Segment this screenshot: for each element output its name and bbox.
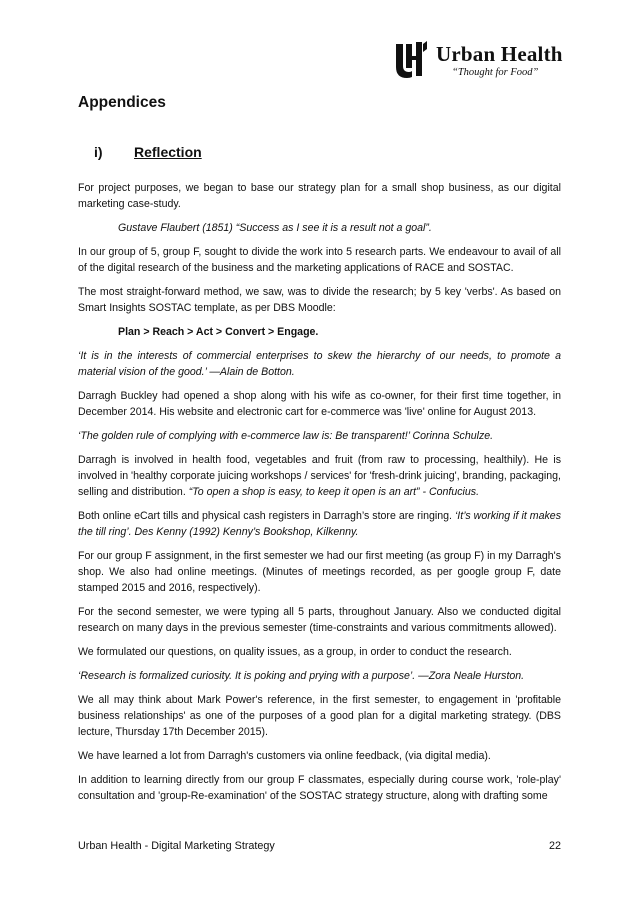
quote: Gustave Flaubert (1851) “Success as I see it is a result not a goal”. bbox=[118, 222, 432, 234]
paragraph: The most straight-forward method, we saw, was to divide the research; by 5 key 'verbs'. As based on Smart Insights SOSTAC template, as per DBS Moodle: bbox=[78, 286, 561, 314]
quote: ‘The golden rule of complying with e-commerce law is: Be transparent!’ Corinna Schulze. bbox=[78, 430, 494, 442]
paragraph: We formulated our questions, on quality issues, as a group, in order to conduct the research. bbox=[78, 646, 512, 658]
section-number: i) bbox=[94, 144, 103, 160]
section-title: Reflection bbox=[134, 144, 202, 160]
paragraph: Darragh Buckley had opened a shop along with his wife as co-owner, for their first time together, in December 2014. His website and electronic cart for e-commerce was 'live' online for August 2013. bbox=[78, 390, 561, 418]
inline-quote: “To open a shop is easy, to keep it open is an art” - Confucius. bbox=[188, 486, 480, 498]
race-framework: Plan > Reach > Act > Convert > Engage. bbox=[118, 326, 319, 338]
paragraph: We have learned a lot from Darragh's customers via online feedback, (via digital media). bbox=[78, 750, 491, 762]
paragraph: We all may think about Mark Power's reference, in the first semester, to engagement in 'profitable business relationships' as one of the purposes of a good plan for a digital marketing strategy. (DBS lecture, Thursday 17th December 2015). bbox=[78, 694, 561, 738]
quote: ‘Research is formalized curiosity. It is poking and prying with a purpose’. —Zora Neale Hurston. bbox=[78, 670, 525, 682]
footer-title: Urban Health - Digital Marketing Strategy bbox=[78, 840, 275, 852]
urban-health-logo-mark-icon bbox=[394, 40, 428, 78]
page-number: 22 bbox=[548, 840, 561, 852]
document-body bbox=[78, 180, 561, 804]
paragraph bbox=[78, 508, 561, 540]
paragraph-text: Darragh is involved in health food, vegetables and fruit (from raw to processing, healthily). He is involved in 'healthy corporate juicing workshops / services' for 'fresh-drink juicing', branding, packaging, selling and distribution. bbox=[78, 454, 561, 498]
page-heading: Appendices bbox=[78, 94, 166, 111]
paragraph: For our group F assignment, in the first semester we had our first meeting (as group F) in my Darragh's shop. We also had online meetings. (Minutes of meetings recorded, as per google group F, date stamped 2015 and 2016, respectively). bbox=[78, 550, 561, 594]
page-footer bbox=[78, 840, 561, 852]
urban-health-logo bbox=[394, 40, 564, 82]
paragraph: In addition to learning directly from our group F classmates, especially during course work, 'role-play' consultation and 'group-Re-examination' of the SOSTAC strategy structure, along with drafting some bbox=[78, 774, 561, 802]
paragraph: In our group of 5, group F, sought to divide the work into 5 research parts. We endeavour to avail of all of the digital research of the business and the marketing applications of RACE and SOSTAC. bbox=[78, 246, 561, 274]
logo-name: Urban Health bbox=[436, 42, 563, 66]
paragraph bbox=[78, 452, 561, 500]
paragraph: For the second semester, we were typing all 5 parts, throughout January. Also we conducted digital research on many days in the previous semester (time-constraints and various commitments allowed). bbox=[78, 606, 561, 634]
paragraph: For project purposes, we began to base our strategy plan for a small shop business, as our digital marketing case-study. bbox=[78, 182, 561, 210]
quote: ‘It is in the interests of commercial enterprises to skew the hierarchy of our needs, to promote a material vision of the good.’ —Alain de Botton. bbox=[78, 350, 561, 378]
section-heading bbox=[94, 144, 202, 160]
paragraph-text: Both online eCart tills and physical cash registers in Darragh’s store are ringing. bbox=[78, 510, 452, 522]
logo-tagline: “Thought for Food” bbox=[452, 67, 539, 78]
inline-quote: ‘It’s working if it makes the till ring’. Des Kenny (1992) Kenny’s Bookshop, Kilkenny. bbox=[78, 510, 561, 538]
